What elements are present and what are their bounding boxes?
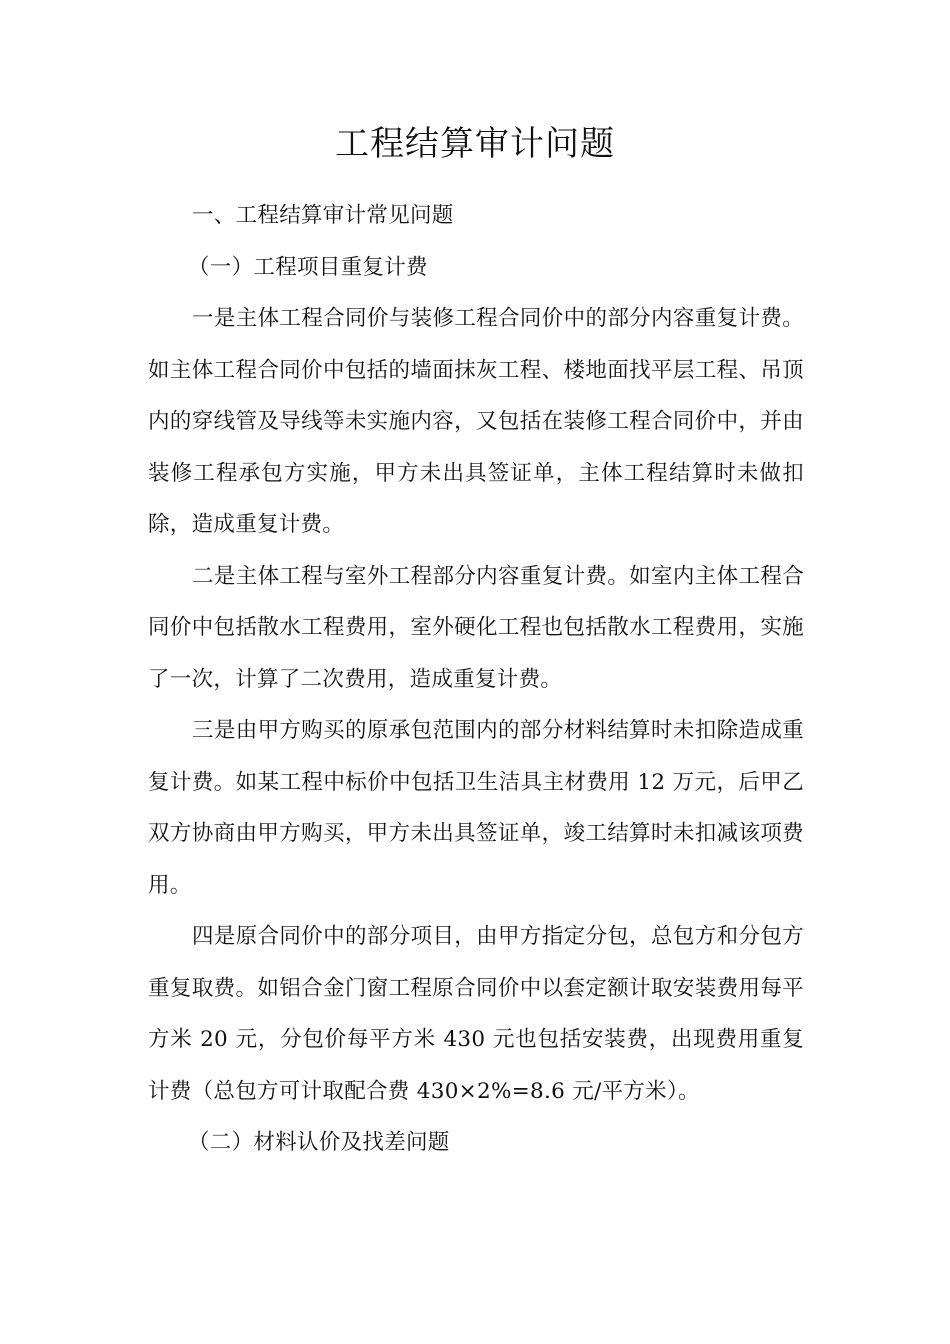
document-body xyxy=(148,190,804,1169)
paragraph: 三是由甲方购买的原承包范围内的部分材料结算时未扣除造成重复计费。如某工程中标价中包括卫生洁具主材费用 12 万元，后甲乙双方协商由甲方购买，甲方未出具签证单，竣工结算时未扣减该项费用。 xyxy=(148,718,804,898)
document-title: 工程结算审计问题 xyxy=(335,124,615,164)
paragraph: 二是主体工程与室外工程部分内容重复计费。如室内主体工程合同价中包括散水工程费用，室外硬化工程也包括散水工程费用，实施了一次，计算了二次费用，造成重复计费。 xyxy=(148,563,804,692)
paragraph: 四是原合同价中的部分项目，由甲方指定分包，总包方和分包方重复取费。如铝合金门窗工程原合同价中以套定额计取安装费用每平方米 20 元，分包价每平方米 430 元也包括安装费，出现费用重复计费（总包方可计取配合费 430×2%=8.6 元/平方米）。 xyxy=(148,924,804,1104)
section-heading: 一、工程结算审计常见问题 xyxy=(192,203,454,228)
subsection-heading: （二）材料认价及找差问题 xyxy=(188,1130,450,1155)
paragraph: 一是主体工程合同价与装修工程合同价中的部分内容重复计费。如主体工程合同价中包括的墙面抹灰工程、楼地面找平层工程、吊顶内的穿线管及导线等未实施内容，又包括在装修工程合同价中，并由装修工程承包方实施，甲方未出具签证单，主体工程结算时未做扣除，造成重复计费。 xyxy=(148,306,804,537)
subsection-heading: （一）工程项目重复计费 xyxy=(188,254,428,280)
